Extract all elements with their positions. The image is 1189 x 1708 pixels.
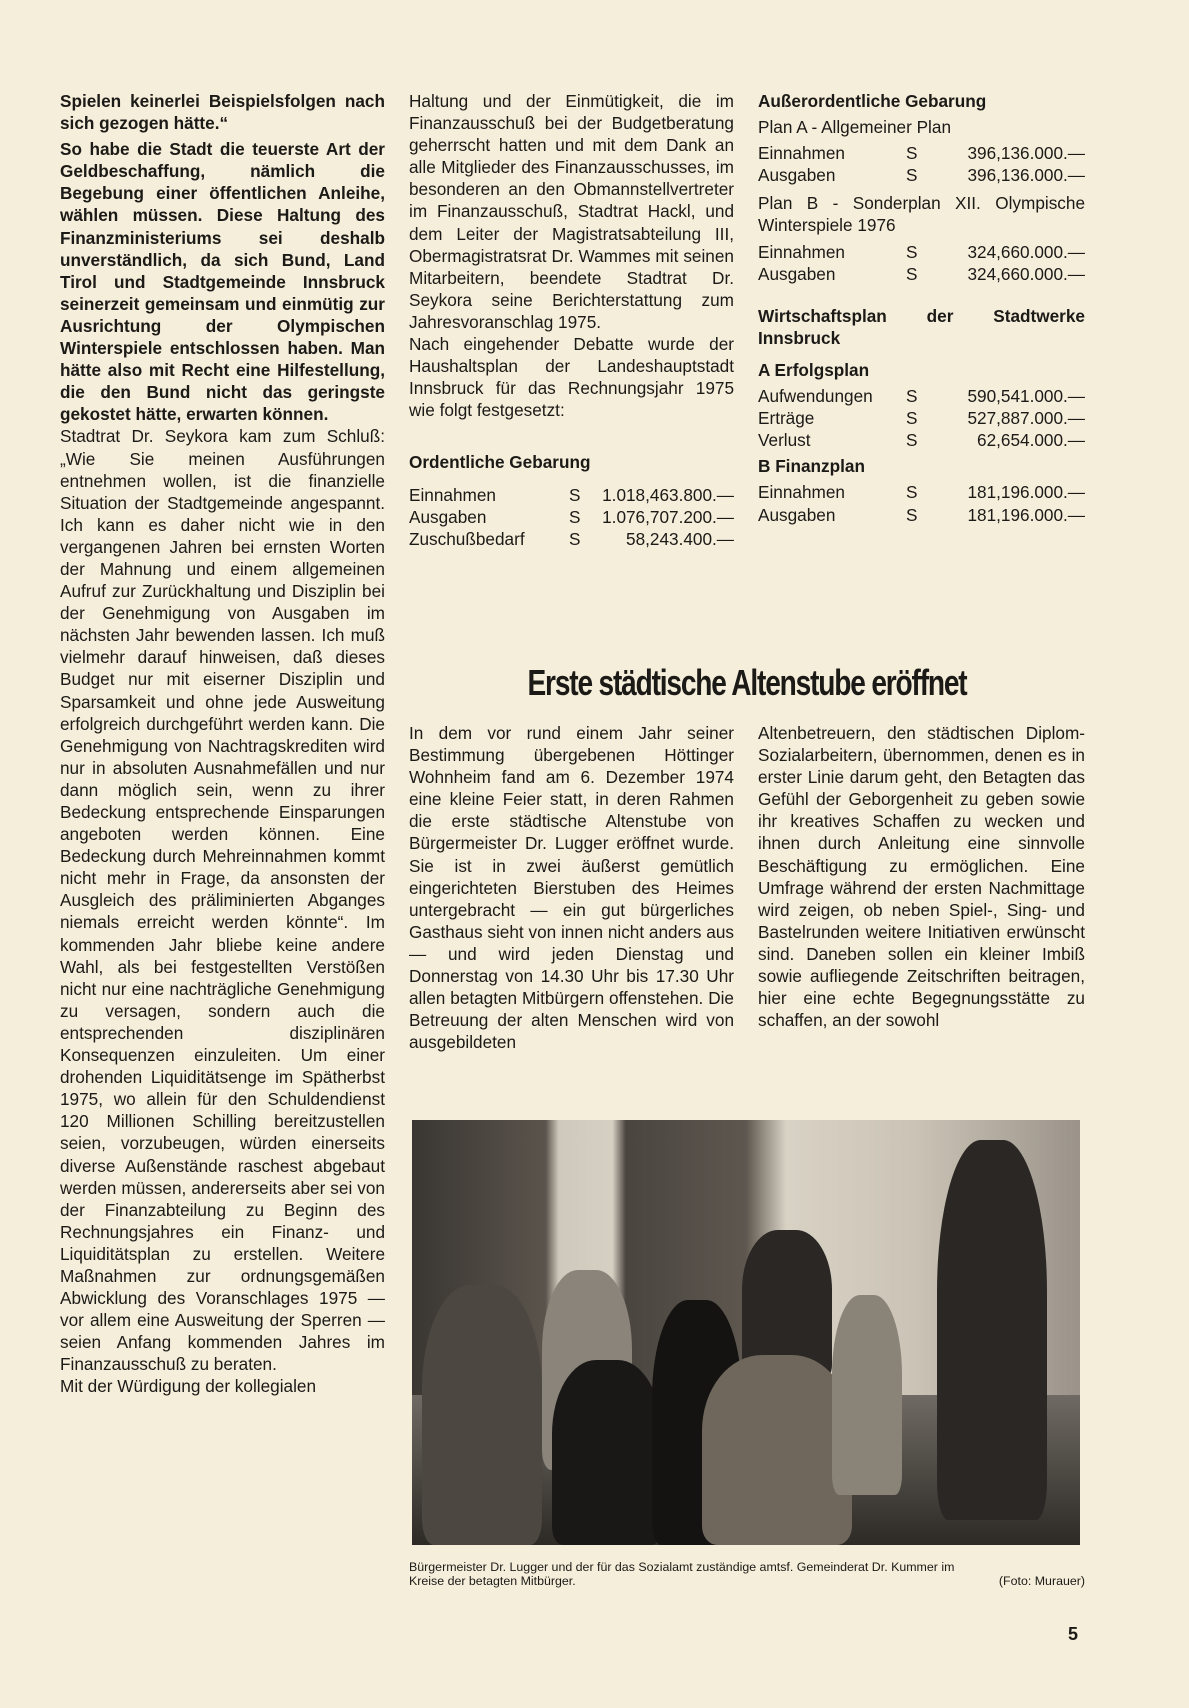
- article-photo: [412, 1120, 1080, 1545]
- page-number: 5: [1068, 1624, 1079, 1644]
- table-row: [758, 241, 1085, 263]
- currency: S: [569, 528, 581, 549]
- article-column-1: [409, 722, 734, 1053]
- amount: 58,243.400.—: [626, 528, 734, 549]
- right-column: [758, 90, 1085, 526]
- table-row: [409, 484, 734, 506]
- amount: 396,136.000.—: [967, 143, 1085, 164]
- row-label: Ausgaben: [409, 506, 487, 527]
- budget-table: [758, 142, 1085, 186]
- paragraph: Nach eingehender Debatte wurde der Haushaltsplan der Landeshauptstadt Innsbruck für das Rechnungsjahr 1975 wie folgt festgesetzt:: [409, 334, 734, 421]
- amount: 590,541.000.—: [967, 386, 1085, 407]
- left-column: [60, 90, 385, 1398]
- paragraph: Stadtrat Dr. Seykora kam zum Schluß: „Wie Sie meinen Ausführungen entnehmen wollen, ist die finanzielle Situation der Stadtgemeinde angespannt. Ich kann es daher nicht wie in den vergangenen Jahren bei ernsten Worten der Mahnung und einem allgemeinen Aufruf zur Zurückhaltung und Disziplin bei der Genehmigung von Ausgaben im nächsten Jahr bewenden lassen. Ich muß vielmehr darauf hinweisen, daß dieses Budget nur mit eiserner Disziplin und Sparsamkeit und ohne jede Ausweitung erfolgreich durchgeführt werden kann. Die Genehmigung von Nachtragskrediten wird nur in absoluten Ausnahmefällen und nur dann möglich sein, wenn zu ihrer Bedeckung entsprechende Einsparungen angeboten werden können. Eine Bedeckung durch Mehreinnahmen kommt nicht mehr in Frage, da ansonsten der Ausgleich des präliminierten Abganges niemals erreicht werden könnte“. Im kommenden Jahr bliebe keine andere Wahl, als bei festgestellten Verstößen nicht nur eine nachträgliche Genehmigung zu versagen, sondern auch die entsprechenden disziplinären Konsequenzen einzuleiten. Um einer drohenden Liquiditätsenge im Spätherbst 1975, wo allein für den Schuldendienst 120 Millionen Schilling bereitzustellen seien, vorzubeugen, würden einerseits diverse Außenstände raschest abgebaut werden müssen, andererseits aber sei von der Finanzabteilung zu Beginn des Rechnungsjahres ein Finanz- und Liquiditätsplan zu erstellen. Weitere Maßnahmen zur ordnungsgemäßen Abwicklung des Voranschlages 1975 — vor allem eine Ausweitung der Sperren — seien Anfang kommenden Jahres im Finanzausschuß zu beraten.: [60, 426, 385, 1375]
- amount: 1.018,463.800.—: [602, 484, 734, 505]
- amount: 396,136.000.—: [967, 165, 1085, 186]
- photo-caption: [409, 1560, 1085, 1588]
- row-label: Ausgaben: [758, 263, 836, 284]
- paragraph: Haltung und der Einmütigkeit, die im Finanzausschuß bei der Budgetberatung geherrscht hatten und mit dem Dank an alle Mitglieder des Finanzausschusses, im besonderen an den Obmannstellvertreter im Finanzausschuß, Stadtrat Hackl, und dem Leiter der Magistratsabteilung III, Obermagistratsrat Dr. Wammes mit seinen Mitarbeitern, beendete Stadtrat Dr. Seykora seine Berichterstattung zum Jahresvoranschlag 1975.: [409, 91, 734, 332]
- budget-table: [409, 484, 734, 550]
- table-row: [758, 385, 1085, 407]
- table-row: [758, 481, 1085, 503]
- photo-credit: (Foto: Murauer): [998, 1574, 1085, 1588]
- row-label: Ausgaben: [758, 504, 836, 525]
- subheading: Plan B - Sonderplan XII. Olympische Winterspiele 1976: [758, 193, 1085, 236]
- table-row: [409, 506, 734, 528]
- amount: 324,660.000.—: [967, 241, 1085, 262]
- budget-table: [758, 481, 1085, 525]
- row-label: Einnahmen: [758, 482, 845, 503]
- section-heading: Außerordentliche Gebarung: [758, 91, 987, 111]
- currency: S: [906, 143, 918, 164]
- article-column-2: [758, 722, 1085, 1031]
- subheading: B Finanzplan: [758, 456, 865, 477]
- currency: S: [569, 484, 581, 505]
- currency: S: [906, 504, 918, 525]
- table-row: [758, 407, 1085, 429]
- amount: 324,660.000.—: [967, 263, 1085, 284]
- caption-text: Bürgermeister Dr. Lugger und der für das Sozialamt zuständige amtsf. Gemeinderat Dr. Kummer im Kreise der betagten Mitbürger.: [409, 1560, 955, 1588]
- section-heading: Wirtschaftsplan der Stadtwerke Innsbruck: [758, 305, 1085, 348]
- row-label: Verlust: [758, 430, 811, 451]
- middle-column: [409, 90, 734, 550]
- paragraph: Spielen keinerlei Beispielsfolgen nach sich gezogen hätte.“: [60, 91, 385, 134]
- currency: S: [906, 241, 918, 262]
- section-heading: Ordentliche Gebarung: [409, 452, 591, 473]
- paragraph: Mit der Würdigung der kollegialen: [60, 1376, 317, 1397]
- table-row: [409, 528, 734, 550]
- currency: S: [569, 506, 581, 527]
- amount: 527,887.000.—: [967, 408, 1085, 429]
- table-row: [758, 263, 1085, 285]
- subheading: A Erfolgsplan: [758, 359, 870, 380]
- article-headline: Erste städtische Altenstube eröffnet: [527, 662, 967, 703]
- table-row: [758, 504, 1085, 526]
- currency: S: [906, 430, 918, 451]
- table-row: [758, 429, 1085, 451]
- currency: S: [906, 408, 918, 429]
- row-label: Zuschußbedarf: [409, 528, 525, 549]
- table-row: [758, 164, 1085, 186]
- table-row: [758, 142, 1085, 164]
- row-label: Aufwendungen: [758, 386, 873, 407]
- budget-table: [758, 385, 1085, 451]
- row-label: Einnahmen: [758, 143, 845, 164]
- row-label: Erträge: [758, 408, 815, 429]
- paragraph: In dem vor rund einem Jahr seiner Bestimmung übergebenen Höttinger Wohnheim fand am 6. Dezember 1974 eine kleine Feier statt, in deren Rahmen die erste städtische Altenstube von Bürgermeister Dr. Lugger eröffnet wurde. Sie ist in zwei äußerst gemütlich eingerichteten Bierstuben des Heimes untergebracht — ein gut bürgerliches Gasthaus sieht von innen nicht anders aus — und wird jeden Dienstag und Donnerstag von 14.30 Uhr bis 17.30 Uhr allen betagten Mitbürgern offenstehen. Die Betreuung der alten Menschen wird von ausgebildeten: [409, 723, 734, 1053]
- budget-table: [758, 241, 1085, 285]
- row-label: Einnahmen: [409, 484, 496, 505]
- amount: 181,196.000.—: [967, 482, 1085, 503]
- paragraph: Altenbetreuern, den städtischen Diplom-Sozialarbeitern, übernommen, denen es in erster Linie darum geht, den Betagten das Gefühl der Geborgenheit zu geben sowie ihr kreatives Schaffen zu wecken und ihnen durch Anleitung eine sinnvolle Beschäftigung zu ermöglichen. Eine Umfrage während der ersten Nachmittage wird zeigen, ob neben Spiel-, Sing- und Bastelrunden weitere Initiativen erwünscht sind. Daneben sollen ein kleiner Imbiß sowie aufliegende Zeitschriften beitragen, hier eine echte Begegnungsstätte zu schaffen, an der sowohl: [758, 723, 1085, 1031]
- subheading: Plan A - Allgemeiner Plan: [758, 117, 951, 138]
- amount: 1.076,707.200.—: [602, 506, 734, 527]
- paragraph: So habe die Stadt die teuerste Art der Geldbeschaffung, nämlich die Begebung einer öffentlichen Anleihe, wählen müssen. Diese Haltung des Finanzministeriums sei deshalb unverständlich, da sich Bund, Land Tirol und Stadtgemeinde Innsbruck seinerzeit gemeinsam und einmütig zur Ausrichtung der Olympischen Winterspiele entschlossen haben. Man hätte also mit Recht eine Hilfestellung, die den Bund nicht das geringste gekostet hätte, erwarten können.: [60, 139, 385, 425]
- currency: S: [906, 165, 918, 186]
- row-label: Ausgaben: [758, 165, 836, 186]
- amount: 181,196.000.—: [967, 504, 1085, 525]
- currency: S: [906, 263, 918, 284]
- currency: S: [906, 386, 918, 407]
- currency: S: [906, 482, 918, 503]
- row-label: Einnahmen: [758, 241, 845, 262]
- amount: 62,654.000.—: [977, 430, 1085, 451]
